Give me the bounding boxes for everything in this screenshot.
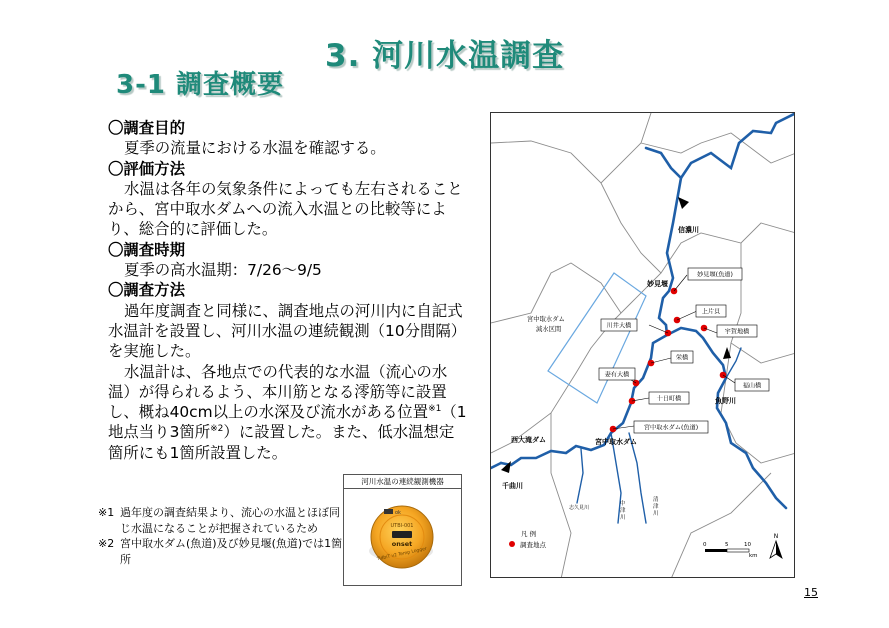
legend-title: 凡 例 <box>521 530 537 538</box>
label-kiyotsu-2: 津 <box>653 504 659 510</box>
label-nakatsu-1: 中 <box>620 501 626 507</box>
evaluation-heading: 〇評価方法 <box>108 159 185 178</box>
label-kiyotsu-3: 川 <box>653 511 659 517</box>
north-label: N <box>773 533 779 540</box>
period-heading: 〇調査時期 <box>108 240 185 259</box>
method-text-1: 過年度調査と同様に、調査地点の河川内に自記式水温計を設置し、河川水温の連続観測（10分間隔）を実施した。 <box>108 301 467 361</box>
body-text <box>108 118 468 463</box>
label-section-1: 宮中取水ダム <box>527 316 565 323</box>
page-title: 3. 河川水温調査 <box>325 38 565 74</box>
station-kamikatagai: 上片貝 <box>701 308 721 316</box>
device-label: TidbiT v2 Temp Logger <box>376 546 428 563</box>
station-labels <box>599 268 769 433</box>
vertical-labels <box>620 495 659 521</box>
page-number: 15 <box>804 586 818 599</box>
river-map-svg <box>491 113 795 578</box>
station-tokamachi: 十日町橋 <box>656 395 682 403</box>
logo-icon <box>384 509 393 514</box>
footnotes <box>98 505 348 567</box>
station-unagahashi: 宇賀地橋 <box>724 328 750 336</box>
method-text-2 <box>108 362 468 463</box>
arrow-icon <box>678 197 689 209</box>
footnote-mark-1: ※1 <box>98 506 115 519</box>
footnote-ref-1: ※1 <box>428 404 442 415</box>
scale-5: 5 <box>725 542 729 548</box>
footnote-1 <box>98 505 348 536</box>
label-miyanaka: 宮中取水ダム <box>595 438 637 446</box>
scale-unit: km <box>749 553 758 559</box>
device-photo-box <box>343 474 462 586</box>
device-brand: onset <box>391 540 413 548</box>
method-text-2c: ）に設置した。また、低水温想定箇所にも1箇所設置した。 <box>108 423 455 462</box>
label-shinano: 信濃川 <box>678 226 699 234</box>
station-eihashi: 栄橋 <box>675 354 689 362</box>
survey-map <box>490 112 795 578</box>
purpose-text: 夏季の流量における水温を確認する。 <box>124 139 386 158</box>
method-text-2a: 水温計は、各地点での代表的な水温（流心の水温）が得られるよう、本川筋となる澪筋等に設置し、概ね40cm以上の水深及び流水がある位置 <box>108 362 448 422</box>
label-shiotsu: 志久見川 <box>569 505 590 511</box>
footnote-mark-2: ※2 <box>98 537 115 550</box>
footnote-ref-2: ※2 <box>210 424 224 435</box>
footnote-2 <box>98 536 348 567</box>
evaluation-text: 水温は各年の気象条件によっても左右されることから、宮中取水ダムへの流入水温との比較等により、総合的に評価した。 <box>108 179 463 239</box>
station-fukuyama: 福山橋 <box>742 382 762 390</box>
footnote-text-1: 過年度の調査結果より、流心の水温とほぼ同じ水温になることが把握されているため <box>120 506 340 535</box>
scale-10: 10 <box>744 542 751 548</box>
scale-0: 0 <box>703 542 707 548</box>
label-kiyotsu-1: 清 <box>653 497 659 503</box>
station-tsumaari: 妻有大橋 <box>604 371 630 379</box>
label-myoken: 妙見堰 <box>647 280 668 288</box>
legend-item: 調査地点 <box>520 541 546 549</box>
label-chikuma: 千曲川 <box>502 482 523 490</box>
label-nakatsu-3: 川 <box>620 515 626 521</box>
scale-bar <box>703 542 758 559</box>
device-model: UTBI-001 <box>390 523 414 529</box>
label-nakatsu-2: 津 <box>620 508 626 514</box>
temperature-logger-image <box>344 489 461 585</box>
station-miyanaka-fish: 宮中取水ダム(魚道) <box>643 424 699 432</box>
map-legend <box>509 529 547 549</box>
north-arrow <box>770 533 782 558</box>
purpose-heading: 〇調査目的 <box>108 119 185 137</box>
label-uonogawa: 魚野川 <box>715 397 736 405</box>
station-kawaioohashi: 川井大橋 <box>606 322 632 330</box>
footnote-text-2: 宮中取水ダム(魚道)及び妙見堰(魚道)では1箇所 <box>120 537 343 566</box>
station-myoken-fish: 妙見堰(魚道) <box>697 271 733 279</box>
svg-text:ok: ok <box>395 510 401 516</box>
reduced-flow-section <box>548 273 646 403</box>
label-section-2: 減水区間 <box>536 326 562 333</box>
legend-point-icon <box>509 541 515 547</box>
period-text: 夏季の高水温期：7/26〜9/5 <box>124 261 322 280</box>
section-title: 3-1 調査概要 <box>116 70 285 100</box>
method-text-2b: （1地点当り3箇所 <box>108 403 467 442</box>
method-heading: 〇調査方法 <box>108 281 185 300</box>
device-caption: 河川水温の連続観測機器 <box>344 475 461 489</box>
label-nishi-otaki: 西大滝ダム <box>511 436 546 444</box>
